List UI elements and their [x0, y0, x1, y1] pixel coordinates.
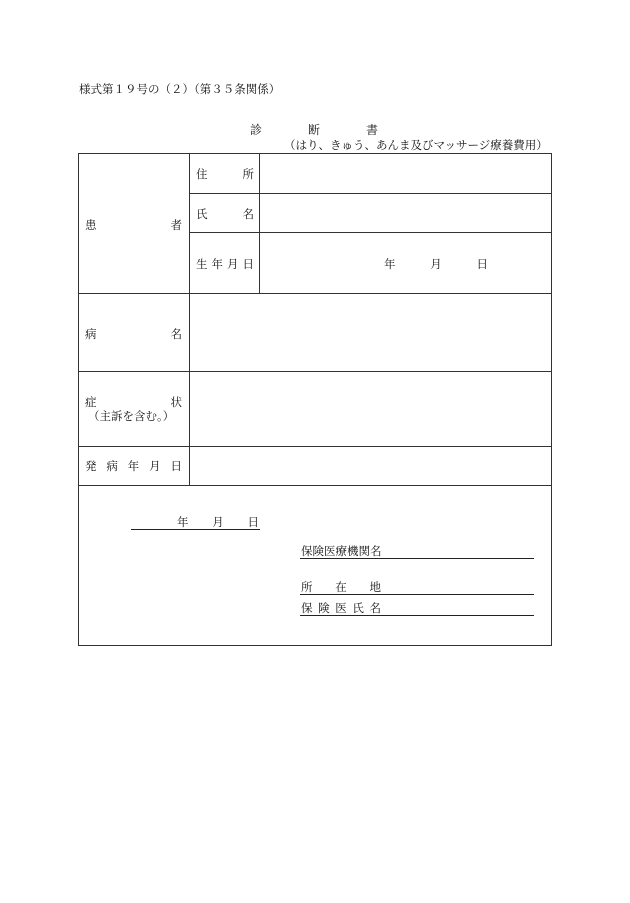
name-label: 氏 名 [196, 207, 254, 221]
row-divider [78, 371, 552, 372]
document-title [250, 121, 378, 138]
form-number: 様式第１９号の（２）（第３５条関係） [79, 82, 281, 96]
issue-date-field[interactable]: 年 月 日 [177, 515, 259, 529]
title-char: 書 [365, 123, 378, 137]
issue-date-underline [131, 529, 260, 530]
location-underline[interactable] [300, 594, 534, 595]
location-label: 所 在 地 [301, 580, 381, 594]
name-field[interactable] [261, 195, 550, 231]
row-divider [189, 193, 552, 194]
symptoms-field[interactable] [191, 373, 550, 445]
table-right-border [551, 153, 552, 646]
birthdate-field[interactable]: 年 月 日 [384, 257, 488, 271]
row-divider [78, 485, 552, 486]
address-field[interactable] [261, 155, 550, 192]
institution-label: 保険医療機関名 [301, 544, 382, 558]
column-divider [259, 153, 260, 294]
birthdate-label: 生 年 月 日 [196, 257, 254, 271]
doctor-name-label: 保 険 医 氏 名 [301, 601, 381, 615]
table-top-border [78, 153, 552, 154]
row-divider [78, 293, 552, 294]
institution-underline[interactable] [300, 558, 534, 559]
title-char: 断 [307, 123, 320, 137]
doctor-name-underline[interactable] [300, 615, 534, 616]
disease-name-field[interactable] [191, 295, 550, 370]
onset-date-field[interactable] [191, 448, 550, 484]
table-bottom-border [78, 645, 552, 646]
document-subtitle: （はり、きゅう、あんま及びマッサージ療養費用） [284, 138, 548, 152]
onset-date-label: 発 病 年 月 日 [85, 459, 182, 473]
row-divider [189, 232, 552, 233]
row-divider [78, 446, 552, 447]
title-char: 診 [250, 123, 263, 137]
patient-label: 患 者 [85, 218, 182, 232]
column-divider [189, 153, 190, 486]
disease-name-label: 病 名 [85, 327, 182, 341]
table-left-border [78, 153, 79, 646]
address-label: 住 所 [196, 167, 254, 181]
symptoms-label: 症 状 [85, 395, 182, 409]
symptoms-note: （主訴を含む。） [88, 409, 175, 423]
